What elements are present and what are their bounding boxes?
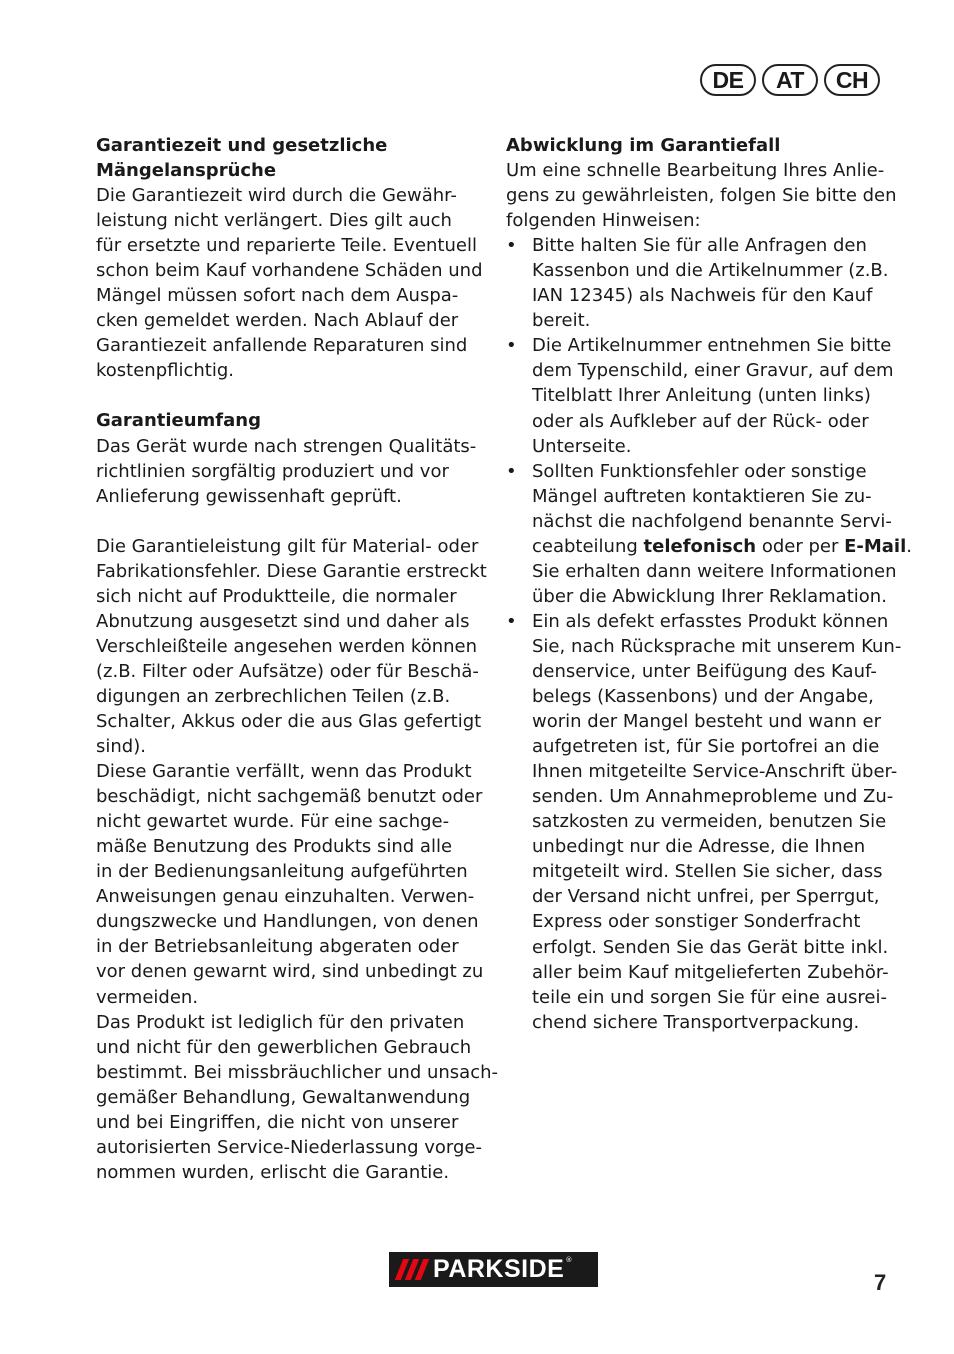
registered-mark: ® bbox=[565, 1256, 573, 1264]
text-line: gemäßer Behandlung, Gewaltanwendung bbox=[96, 1086, 471, 1108]
text-line: Abnutzung ausgesetzt sind und daher als bbox=[96, 610, 470, 632]
text-line: mitgeteilt wird. Stellen Sie sicher, dass bbox=[532, 861, 883, 883]
text-line bbox=[532, 534, 912, 559]
language-badges bbox=[700, 64, 880, 96]
text-line: denservice, unter Beifügung des Kauf- bbox=[532, 660, 877, 682]
text-fragment: oder per bbox=[756, 535, 845, 557]
text-line: Sie, nach Rücksprache mit unserem Kun- bbox=[532, 635, 902, 657]
text-line: und bei Eingriffen, die nicht von unserer bbox=[96, 1111, 459, 1133]
text-line: • Sollten Funktionsfehler oder sonstige bbox=[532, 460, 867, 482]
text-line: chend sichere Transportverpackung. bbox=[532, 1011, 860, 1033]
heading-line: Garantiezeit und gesetzliche bbox=[96, 135, 388, 156]
text-line: sind). bbox=[96, 736, 146, 758]
text-line: richtlinien sorgfältig produziert und vor bbox=[96, 460, 449, 482]
text-line: beschädigt, nicht sachgemäß benutzt oder bbox=[96, 786, 483, 808]
text-line: aller beim Kauf mitgelieferten Zubehör- bbox=[532, 961, 889, 983]
text-line: worin der Mangel besteht und wann er bbox=[532, 711, 882, 733]
text-line: Das Gerät wurde nach strengen Qualitäts- bbox=[96, 435, 477, 457]
language-badge-de: DE bbox=[700, 64, 756, 96]
text-line: kostenpflichtig. bbox=[96, 360, 234, 382]
text-fragment: ceabteilung bbox=[532, 535, 644, 557]
text-line: • Bitte halten Sie für alle Anfragen den bbox=[532, 235, 867, 257]
text-line: für ersetzte und reparierte Teile. Eventuell bbox=[96, 235, 477, 257]
page-number: 7 bbox=[874, 1270, 887, 1295]
claim-handling-heading: Abwicklung im Garantiefall bbox=[506, 135, 781, 156]
claim-steps-list bbox=[506, 233, 912, 1035]
text-line: Mängel auftreten kontaktieren Sie zu- bbox=[532, 485, 872, 507]
text-line: autorisierten Service-Niederlassung vorge- bbox=[96, 1136, 482, 1158]
heading-line: Mängelansprüche bbox=[96, 160, 277, 182]
text-line: • Die Artikelnummer entnehmen Sie bitte bbox=[532, 335, 892, 357]
text-line: vor denen gewarnt wird, sind unbedingt zu bbox=[96, 961, 484, 983]
text-line: erfolgt. Senden Sie das Gerät bitte inkl. bbox=[532, 936, 889, 958]
text-line: Das Produkt ist lediglich für den privaten bbox=[96, 1011, 465, 1033]
warranty-scope-paragraph-3 bbox=[96, 759, 484, 1009]
logo-text: PARKSIDE bbox=[433, 1255, 565, 1283]
text-line: satzkosten zu vermeiden, benutzen Sie bbox=[532, 811, 887, 833]
text-line: dem Typenschild, einer Gravur, auf dem bbox=[532, 360, 894, 382]
right-column bbox=[506, 133, 912, 1035]
text-line: digungen an zerbrechlichen Teilen (z.B. bbox=[96, 685, 451, 707]
text-line: der Versand nicht unfrei, per Sperrgut, bbox=[532, 886, 880, 908]
text-line: schon beim Kauf vorhandene Schäden und bbox=[96, 260, 483, 282]
parkside-logo bbox=[389, 1252, 598, 1287]
warranty-period-paragraph bbox=[96, 183, 483, 383]
text-line: bereit. bbox=[532, 310, 591, 332]
list-item bbox=[506, 333, 892, 458]
left-column bbox=[96, 133, 499, 1185]
warranty-period-heading bbox=[96, 133, 480, 183]
text-line: Anweisungen genau einzuhalten. Verwen- bbox=[96, 886, 475, 908]
list-item bbox=[506, 459, 912, 609]
text-line: in der Bedienungsanleitung aufgeführten bbox=[96, 861, 468, 883]
warranty-scope-heading: Garantieumfang bbox=[96, 410, 261, 432]
text-line: Verschleißteile angesehen werden können bbox=[96, 635, 478, 657]
text-line: (z.B. Filter oder Aufsätze) oder für Beschä- bbox=[96, 660, 479, 682]
text-line: Die Garantiezeit wird durch die Gewähr- bbox=[96, 185, 457, 207]
text-line: Anlieferung gewissenhaft geprüft. bbox=[96, 485, 402, 507]
text-line: gens zu gewährleisten, folgen Sie bitte den bbox=[506, 185, 897, 207]
text-line: Express oder sonstiger Sonderfracht bbox=[532, 911, 861, 933]
text-line: unbedingt nur die Adresse, die Ihnen bbox=[532, 836, 866, 858]
text-line: nicht gewartet wurde. Für eine sachge- bbox=[96, 811, 450, 833]
text-line: Garantiezeit anfallende Reparaturen sind bbox=[96, 335, 468, 357]
phone-contact-emphasis: telefonisch bbox=[643, 535, 757, 557]
claim-handling-intro bbox=[506, 158, 897, 233]
text-line: Mängel müssen sofort nach dem Auspa- bbox=[96, 285, 459, 307]
text-line: Die Garantieleistung gilt für Material- oder bbox=[96, 535, 479, 557]
logo-stripes-icon bbox=[399, 1259, 425, 1280]
text-line: IAN 12345) als Nachweis für den Kauf bbox=[532, 285, 873, 307]
text-line: vermeiden. bbox=[96, 986, 199, 1008]
text-line: nommen wurden, erlischt die Garantie. bbox=[96, 1161, 450, 1183]
text-line: nächst die nachfolgend benannte Servi- bbox=[532, 510, 892, 532]
text-line: Um eine schnelle Bearbeitung Ihres Anlie- bbox=[506, 160, 885, 182]
list-item bbox=[506, 233, 892, 333]
text-line: Unterseite. bbox=[532, 435, 632, 457]
text-line: Titelblatt Ihrer Anleitung (unten links) bbox=[532, 385, 871, 407]
text-line: Schalter, Akkus oder die aus Glas gefertigt bbox=[96, 710, 482, 732]
text-line: Diese Garantie verfällt, wenn das Produkt bbox=[96, 761, 472, 783]
text-line: aufgetreten ist, für Sie portofrei an die bbox=[532, 736, 880, 758]
text-line: Sie erhalten dann weitere Informationen bbox=[532, 560, 897, 582]
text-line: teile ein und sorgen Sie für eine ausrei- bbox=[532, 986, 887, 1008]
language-badge-at: AT bbox=[762, 64, 818, 96]
language-badge-ch: CH bbox=[824, 64, 880, 96]
list-item bbox=[506, 609, 902, 1035]
text-line: cken gemeldet werden. Nach Ablauf der bbox=[96, 310, 459, 332]
text-line: • Ein als defekt erfasstes Produkt können bbox=[532, 610, 889, 632]
text-line: Ihnen mitgeteilte Service-Anschrift über- bbox=[532, 761, 898, 783]
text-line: und nicht für den gewerblichen Gebrauch bbox=[96, 1036, 472, 1058]
text-line: senden. Um Annahmeprobleme und Zu- bbox=[532, 786, 894, 808]
email-contact-emphasis: E-Mail bbox=[844, 535, 907, 557]
warranty-scope-paragraph-1 bbox=[96, 434, 480, 509]
text-line: sich nicht auf Produktteile, die normaler bbox=[96, 585, 457, 607]
text-line: in der Betriebsanleitung abgeraten oder bbox=[96, 936, 459, 958]
text-line: folgenden Hinweisen: bbox=[506, 210, 701, 232]
warranty-scope-paragraph-2 bbox=[96, 534, 487, 759]
text-line: Fabrikationsfehler. Diese Garantie erstreckt bbox=[96, 560, 487, 582]
text-line: leistung nicht verlängert. Dies gilt auch bbox=[96, 210, 452, 232]
text-line: Kassenbon und die Artikelnummer (z.B. bbox=[532, 260, 889, 282]
text-line: mäße Benutzung des Produkts sind alle bbox=[96, 836, 453, 858]
text-line: über die Abwicklung Ihrer Reklamation. bbox=[532, 585, 887, 607]
text-line: bestimmt. Bei missbräuchlicher und unsach- bbox=[96, 1061, 499, 1083]
text-line: belegs (Kassenbons) und der Angabe, bbox=[532, 686, 874, 708]
text-line: oder als Aufkleber auf der Rück- oder bbox=[532, 410, 869, 432]
text-line: dungszwecke und Handlungen, von denen bbox=[96, 911, 479, 933]
text-fragment: . bbox=[906, 535, 912, 557]
warranty-scope-paragraph-4 bbox=[96, 1010, 499, 1185]
